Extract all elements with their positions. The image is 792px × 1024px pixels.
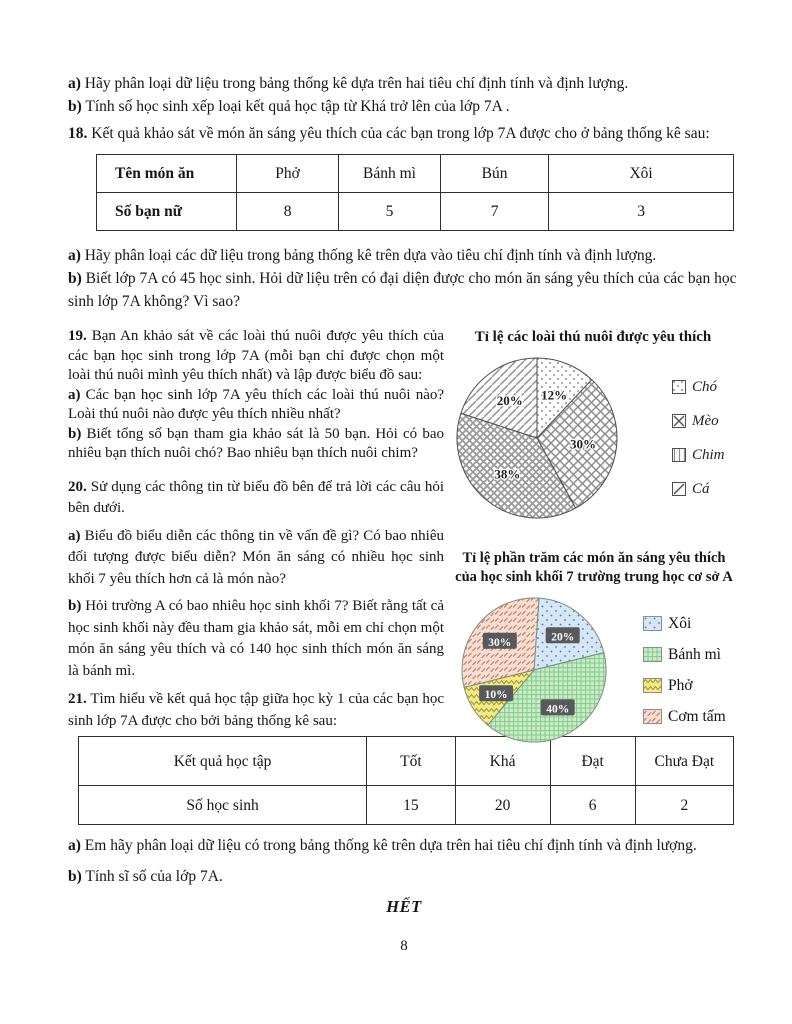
- legend-label: Mèo: [692, 412, 719, 429]
- legend-label: Chó: [692, 378, 718, 395]
- q18-item-a: [68, 244, 740, 267]
- end-of-test-label: HẾT: [386, 897, 422, 916]
- chart-body: [436, 353, 788, 523]
- dots-swatch-icon: [672, 380, 686, 394]
- legend-item: [672, 447, 725, 464]
- q21-item-a: [68, 834, 740, 857]
- table-cell: Bún: [440, 155, 548, 193]
- pets-legend: [672, 379, 725, 498]
- q20-item-a: [68, 526, 444, 591]
- item-text: Hãy phân loại dữ liệu trong bảng thống kê dựa trên hai tiêu chí định tính và định lượng.: [84, 75, 629, 92]
- question-text: Bạn An khảo sát về các loài thú nuôi được yêu thích của các bạn học sinh trong lớp 7A (mỗi bạn chỉ được chọn một loài thú nuôi mình yêu thích nhất) và lập được biểu đồ sau:: [68, 328, 445, 383]
- question-19: [68, 327, 444, 464]
- pie-label: 38%: [494, 466, 521, 482]
- question-number: 18.: [68, 125, 88, 142]
- table-cell: 7: [440, 193, 548, 231]
- pie-label: 30%: [488, 636, 512, 649]
- table-row: [97, 193, 734, 231]
- legend-item: [672, 379, 725, 396]
- question-21-lead: [68, 688, 444, 732]
- breakfast-pie-chart: [436, 549, 792, 745]
- item-text: Biểu đồ biểu diễn các thông tin về vấn đề gì? Có bao nhiêu đối tượng được biểu diễn? Món ăn sáng có nhiều học sinh khối 7 yêu thích hơn cả là món nào?: [68, 527, 444, 587]
- legend-label: Bánh mì: [668, 645, 721, 663]
- legend-item: [643, 677, 726, 695]
- question-number: 19.: [68, 328, 87, 344]
- item-marker: b): [68, 270, 82, 287]
- q18-item-b: [68, 267, 740, 313]
- intro-item-a: [68, 72, 740, 95]
- item-marker: b): [68, 868, 82, 885]
- left-text-column: [68, 327, 444, 732]
- table-cell: Số bạn nữ: [97, 193, 237, 231]
- table-cell: 8: [237, 193, 339, 231]
- legend-item: [672, 413, 725, 430]
- diagonal-swatch-icon: [672, 482, 686, 496]
- legend-label: Phở: [668, 676, 693, 694]
- page-number: 8: [400, 938, 408, 954]
- pets-pie-chart: [436, 327, 788, 523]
- item-text: Các bạn học sinh lớp 7A yêu thích các loài thú nuôi nào? Loài thú nuôi nào được yêu thích nhiều nhất?: [68, 386, 445, 422]
- table-cell: Khá: [455, 737, 550, 786]
- cross-swatch-icon: [672, 414, 686, 428]
- questions-with-charts-section: [68, 327, 740, 732]
- blue-dots-swatch-icon: [643, 616, 662, 631]
- breakfast-legend: [643, 615, 726, 726]
- pie-label: 40%: [546, 703, 570, 716]
- question-20: [68, 477, 444, 683]
- legend-item: [643, 615, 726, 633]
- chart-title-line: của học sinh khối 7 trường trung học cơ sở A: [455, 569, 733, 585]
- q18-table: [96, 154, 734, 231]
- pink-wave-swatch-icon: [643, 709, 662, 724]
- item-marker: b): [68, 98, 82, 115]
- question-21: [68, 688, 444, 732]
- item-text: Em hãy phân loại dữ liệu có trong bảng thống kê trên dựa trên hai tiêu chí định tính và định lượng.: [84, 837, 697, 854]
- item-text: Tính sĩ số của lớp 7A.: [85, 868, 223, 885]
- table-cell: Tốt: [367, 737, 455, 786]
- legend-item: [672, 481, 725, 498]
- legend-label: Chim: [692, 446, 725, 463]
- item-marker: b): [68, 598, 82, 614]
- table-cell: Kết quả học tập: [79, 737, 367, 786]
- chart-title: [436, 549, 752, 587]
- table-row: [97, 155, 734, 193]
- question-number: 20.: [68, 478, 87, 495]
- table-cell: Bánh mì: [339, 155, 441, 193]
- legend-label: Cơm tấm: [668, 707, 726, 725]
- chart-title-line: Tỉ lệ phần trăm các món ăn sáng yêu thích: [462, 550, 726, 566]
- question-20-lead: [68, 477, 444, 520]
- pets-pie: [452, 353, 622, 523]
- pie-label: 12%: [541, 387, 568, 403]
- green-grid-swatch-icon: [643, 647, 662, 662]
- item-text: Hãy phân loại các dữ liệu trong bảng thống kê trên dựa vào tiêu chí định tính và định lượng.: [84, 247, 657, 264]
- item-text: Biết tổng số bạn tham gia khảo sát là 50 bạn. Hỏi có bao nhiêu bạn thích nuôi chó? Bao nhiêu bạn thích nuôi chim?: [68, 425, 444, 461]
- item-marker: a): [68, 837, 81, 854]
- question-text: Tìm hiểu về kết quả học tập giữa học kỳ 1 của các bạn học sinh lớp 7A được cho bởi bảng thống kê sau:: [68, 691, 444, 729]
- table-cell: 20: [455, 786, 550, 825]
- table-cell: Tên món ăn: [97, 155, 237, 193]
- pie-label: 20%: [551, 631, 575, 644]
- pie-label: 20%: [496, 393, 523, 408]
- table-cell: Chưa Đạt: [635, 737, 733, 786]
- breakfast-pie: [459, 595, 609, 745]
- table-cell: 3: [549, 193, 734, 231]
- item-text: Biết lớp 7A có 45 học sinh. Hỏi dữ liệu trên có đại diện được cho món ăn sáng yêu thích của các bạn học sinh lớp 7A không? Vì sao?: [68, 270, 737, 310]
- legend-item: [643, 646, 726, 664]
- item-marker: a): [68, 386, 81, 403]
- item-marker: a): [68, 75, 81, 92]
- table-cell: Đạt: [550, 737, 635, 786]
- table-cell: 5: [339, 193, 441, 231]
- item-text: Hỏi trường A có bao nhiêu học sinh khối 7? Biết rằng tất cả học sinh khối này đều tham gia khảo sát, mỗi em chỉ chọn một món ăn sáng yêu thích và có 140 học sinh thích món ăn sáng là bánh mì.: [68, 598, 444, 679]
- question-number: 21.: [68, 691, 87, 707]
- table-row: [79, 786, 734, 825]
- pie-label: 10%: [484, 689, 508, 702]
- question-19-lead: [68, 327, 444, 386]
- vertical-lines-swatch-icon: [672, 448, 686, 462]
- question-text: Kết quả khảo sát về món ăn sáng yêu thích của các bạn trong lớp 7A được cho ở bảng thống kê sau:: [91, 125, 710, 142]
- yellow-swatch-icon: [643, 678, 662, 693]
- q21-item-b: [68, 865, 740, 888]
- table-cell: 2: [635, 786, 733, 825]
- chart-body: [436, 595, 792, 745]
- table-cell: 15: [367, 786, 455, 825]
- q19-item-a: [68, 386, 444, 425]
- chart-title: Tỉ lệ các loài thú nuôi được yêu thích: [474, 329, 712, 345]
- item-text: Tính số học sinh xếp loại kết quả học tập từ Khá trở lên của lớp 7A .: [85, 98, 510, 115]
- legend-label: Xôi: [668, 614, 692, 632]
- item-marker: b): [68, 425, 82, 442]
- item-marker: a): [68, 247, 81, 264]
- legend-item: [643, 708, 726, 726]
- q19-item-b: [68, 425, 444, 464]
- item-marker: a): [68, 527, 81, 544]
- q20-item-b: [68, 596, 444, 682]
- question-text: Sử dụng các thông tin từ biểu đồ bên để trả lời các câu hỏi bên dưới.: [68, 478, 445, 516]
- intro-item-b: [68, 95, 740, 118]
- table-cell: Phở: [237, 155, 339, 193]
- legend-label: Cá: [692, 480, 710, 497]
- table-cell: Xôi: [549, 155, 734, 193]
- table-cell: Số học sinh: [79, 786, 367, 825]
- question-18-lead: [68, 122, 740, 145]
- q21-table: [78, 736, 734, 825]
- table-cell: 6: [550, 786, 635, 825]
- pie-label: 30%: [570, 436, 596, 452]
